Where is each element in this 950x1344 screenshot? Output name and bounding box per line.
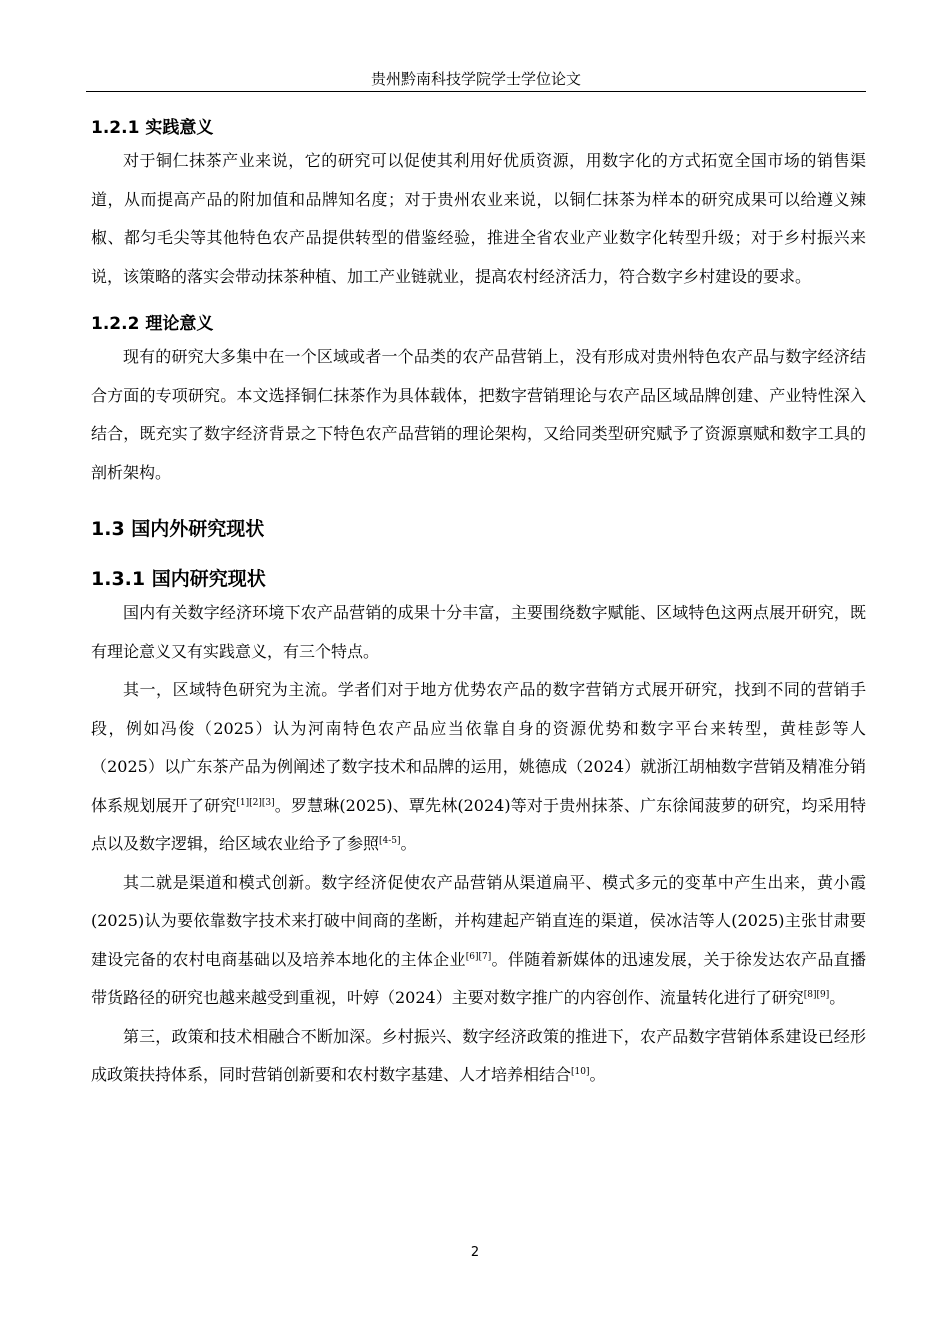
paragraph-policy-technology [91, 1018, 866, 1095]
header-rule [86, 91, 866, 92]
paragraph-text: 。 [829, 988, 846, 1007]
citation: [10] [571, 1067, 590, 1077]
paragraph-text: 。 [589, 1065, 606, 1084]
section-heading-1-2-2: 1.2.2 理论意义 [91, 314, 214, 334]
paragraph-domestic-overview: 国内有关数字经济环境下农产品营销的成果十分丰富，主要围绕数字赋能、区域特色这两点展开研究，既有理论意义又有实践意义，有三个特点。 [91, 603, 866, 661]
page-number: 2 [470, 1245, 480, 1260]
paragraph-text: 。 [400, 834, 417, 853]
page-content [91, 114, 866, 1095]
section-heading-1-2-1: 1.2.1 实践意义 [91, 118, 214, 138]
citation: [1][2][3] [236, 797, 275, 808]
paragraph-practical-significance: 对于铜仁抹茶产业来说，它的研究可以促使其利用好优质资源，用数字化的方式拓宽全国市场的销售渠道，从而提高产品的附加值和品牌知名度；对于贵州农业来说，以铜仁抹茶为样本的研究成果可以给遵义辣椒、都匀毛尖等其他特色农产品提供转型的借鉴经验，推进全省农业产业数字化转型升级；对于乡村振兴来说，该策略的落实会带动抹茶种植、加工产业链就业，提高农村经济活力，符合数字乡村建设的要求。 [91, 151, 866, 286]
section-heading-1-3: 1.3 国内外研究现状 [91, 518, 265, 540]
citation: [6][7] [465, 951, 492, 962]
paragraph-text: 其二就是渠道和模式创新。数字经济促使农产品营销从渠道扁平、模式多元的变革中产生出来，黄小霞(2025)认为要依靠数字技术来打破中间商的垄断，并构建起产销直连的渠道，侯冰洁等人(2025)主张甘肃要建设完备的农村电商基础以及培养本地化的主体企业 [91, 872, 866, 969]
paragraph-text: 其一，区域特色研究为主流。学者们对于地方优势农产品的数字营销方式展开研究，找到不同的营销手段，例如冯俊（2025）认为河南特色农产品应当依靠自身的资源优势和数字平台来转型，黄桂彭等人（2025）以广东茶产品为例阐述了数字技术和品牌的运用，姚德成（2024）就浙江胡柚数字营销及精准分销体系规划展开了研究 [91, 680, 866, 815]
section-heading-1-3-1: 1.3.1 国内研究现状 [91, 568, 266, 590]
running-header: 贵州黔南科技学院学士学位论文 [370, 70, 581, 88]
paragraph-text: 。罗慧琳(2025)、覃先林(2024)等对于贵州抹茶、广东徐闻菠萝的研究，均采用特点以及数字逻辑，给区域农业给予了参照 [91, 795, 866, 853]
paragraph-regional-features [91, 671, 866, 864]
citation: [4-5] [379, 836, 401, 846]
paragraph-text: 第三，政策和技术相融合不断加深。乡村振兴、数字经济政策的推进下，农产品数字营销体系建设已经形成政策扶持体系，同时营销创新要和农村数字基建、人才培养相结合 [91, 1026, 866, 1084]
paragraph-theoretical-significance: 现有的研究大多集中在一个区域或者一个品类的农产品营销上，没有形成对贵州特色农产品与数字经济结合方面的专项研究。本文选择铜仁抹茶作为具体载体，把数字营销理论与农产品区域品牌创建、产业特性深入结合，既充实了数字经济背景之下特色农产品营销的理论架构，又给同类型研究赋予了资源禀赋和数字工具的剖析架构。 [91, 347, 866, 482]
paragraph-channel-innovation [91, 864, 866, 1018]
citation: [8][9] [803, 990, 830, 1000]
paragraph-text: 。伴随着新媒体的迅速发展，关于徐发达农产品直播带货路径的研究也越来越受到重视，叶婷（2024）主要对数字推广的内容创作、流量转化进行了研究 [91, 949, 866, 1007]
